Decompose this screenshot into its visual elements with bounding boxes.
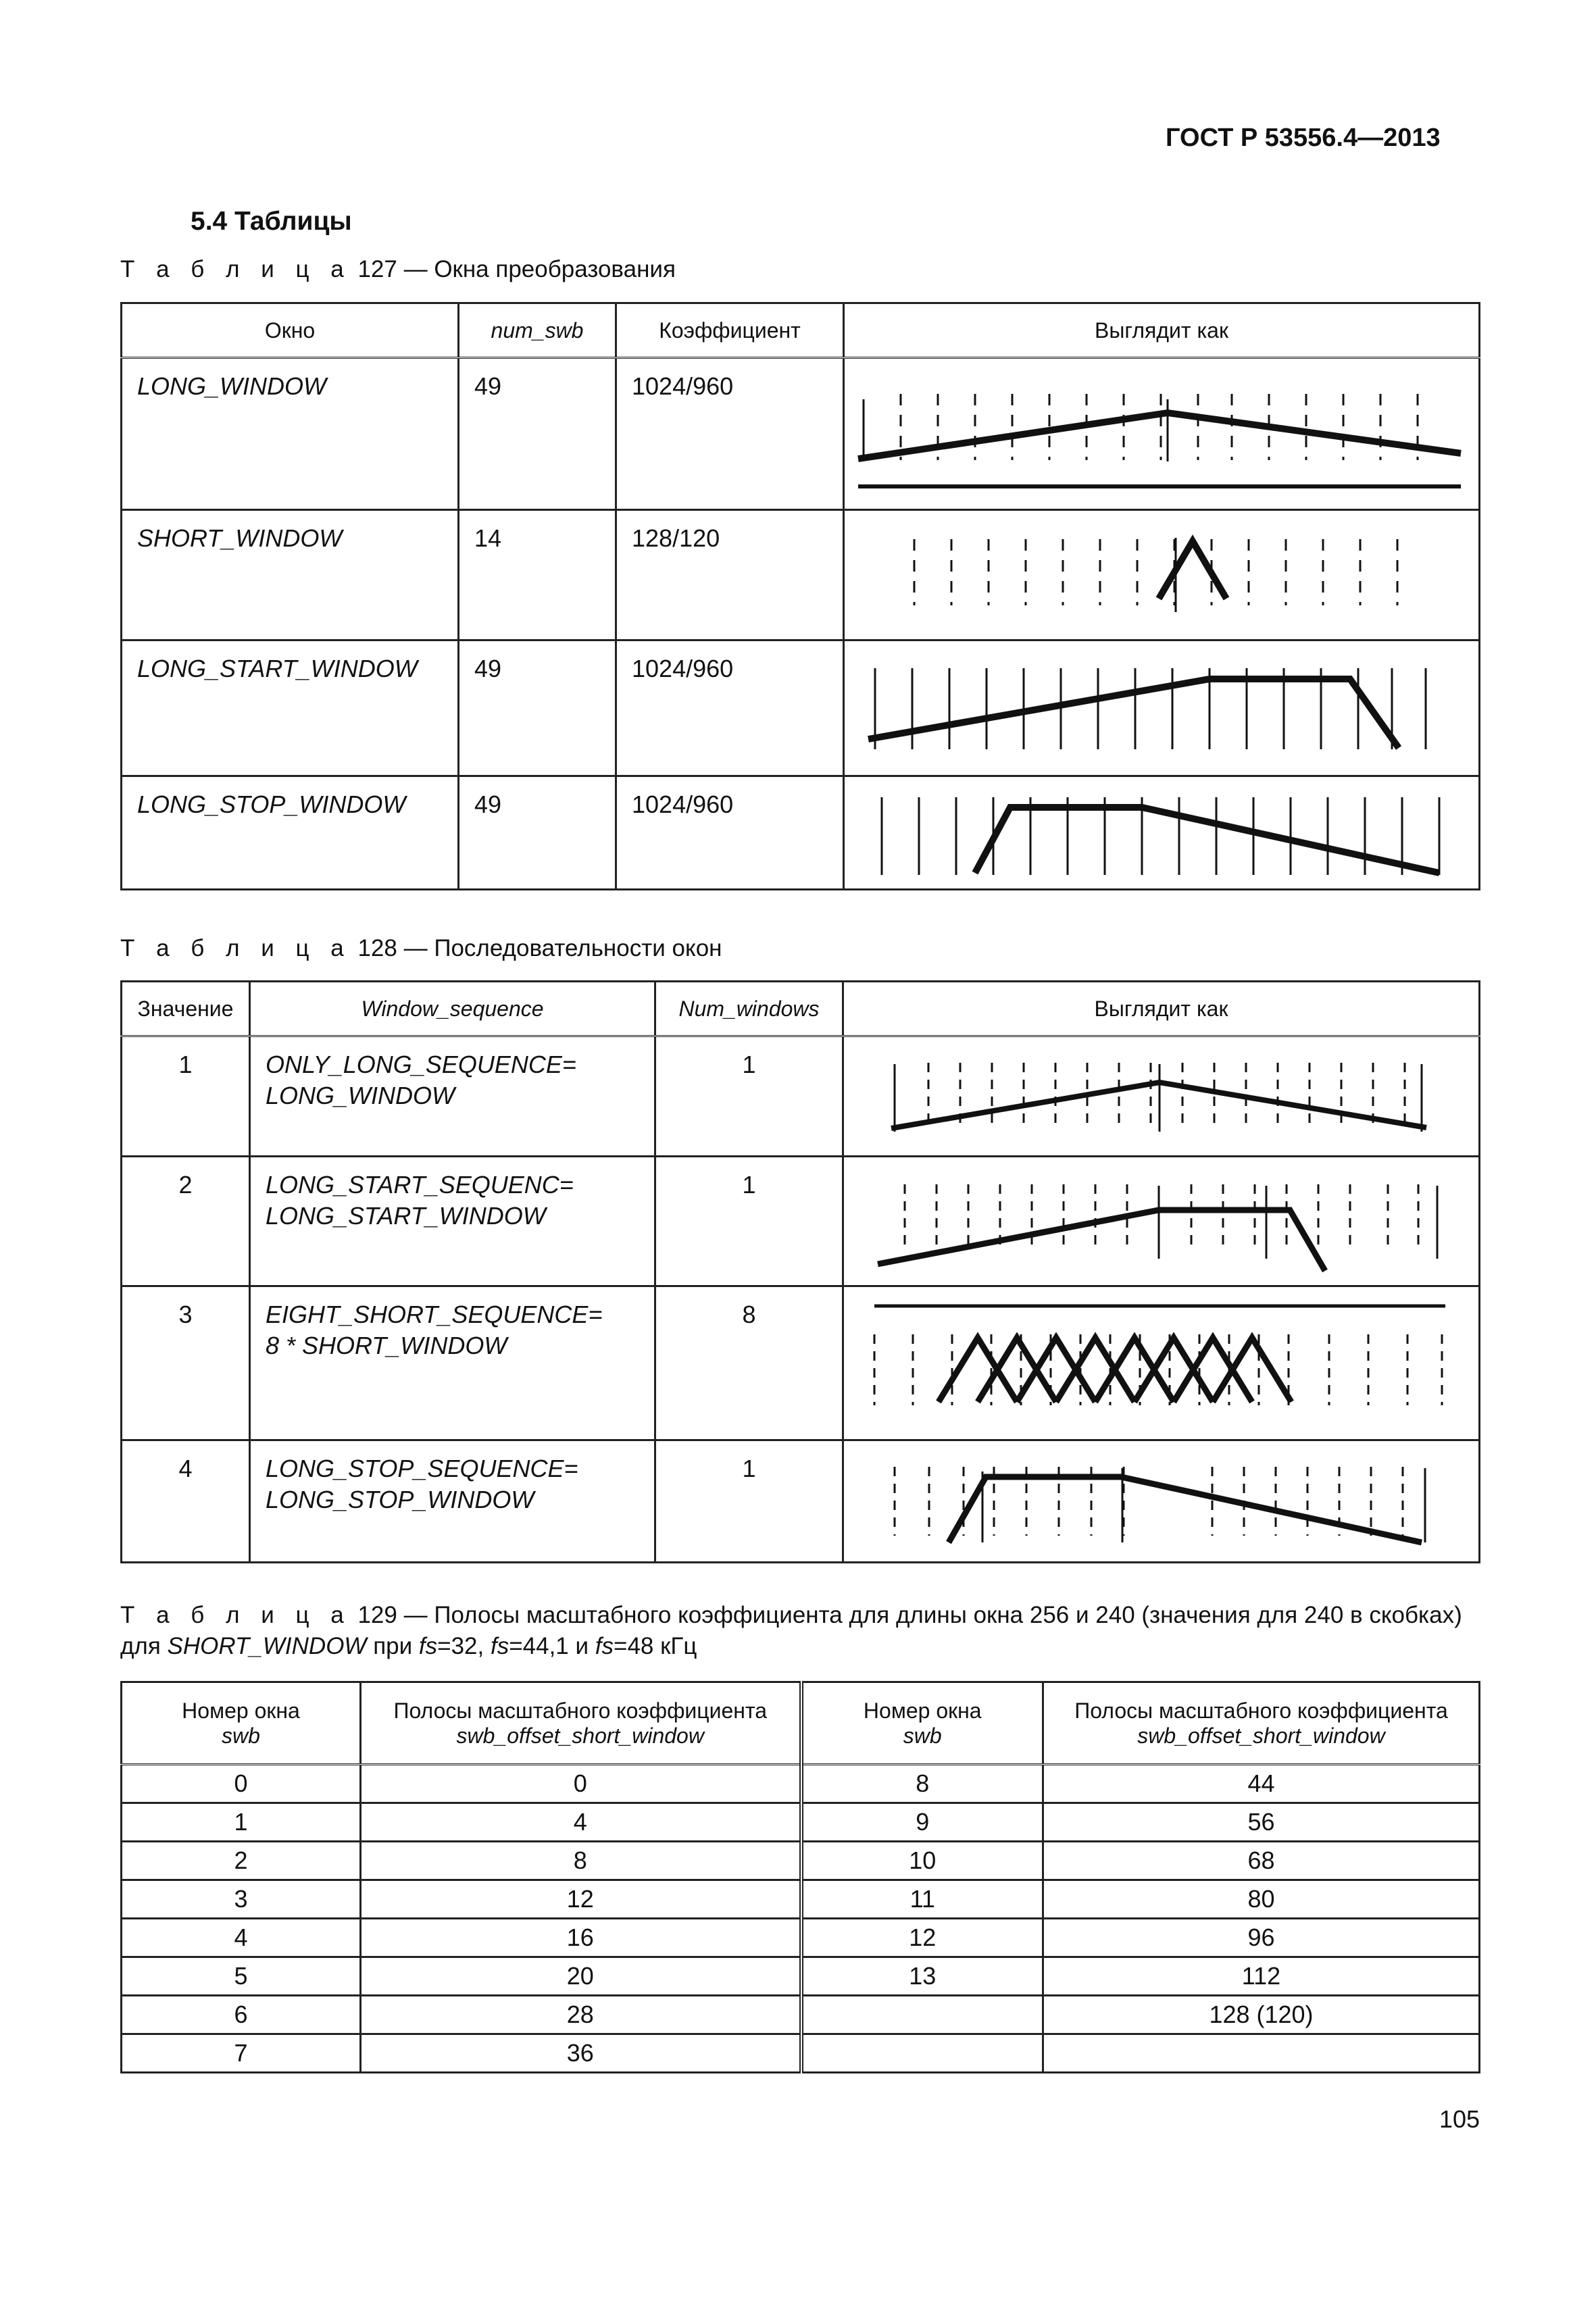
table-header-row	[122, 982, 1480, 1036]
sequence-value: 3	[178, 1301, 193, 1328]
header-num-swb: num_swb	[459, 303, 616, 358]
sequence-figure-cell	[843, 1286, 1480, 1440]
sequence-name-line1: ONLY_LONG_SEQUENCE=	[266, 1051, 576, 1078]
window-figure-cell	[844, 510, 1480, 640]
section-title: 5.4 Таблицы	[191, 207, 352, 236]
header-value: Значение	[122, 982, 250, 1036]
table-label: Т а б л и ц а	[120, 935, 351, 961]
num-windows: 8	[742, 1301, 756, 1328]
num-swb: 49	[474, 372, 502, 400]
table-cell: 0	[361, 1765, 801, 1803]
table-cell: 7	[122, 2034, 361, 2073]
table-cell: 12	[801, 1919, 1043, 1957]
table-cell	[801, 2034, 1043, 2073]
table-header-row	[122, 1682, 1480, 1765]
sequence-value: 1	[178, 1051, 193, 1078]
header-window-number	[122, 1682, 361, 1765]
num-swb: 49	[474, 790, 502, 818]
table-cell	[1043, 2034, 1480, 2073]
header-line2: swb	[222, 1723, 260, 1748]
window-name: SHORT_WINDOW	[137, 524, 343, 552]
num-swb: 49	[474, 655, 502, 682]
caption-text-part1: 129 — Полосы масштабного коэффициента для длины окна 256 и 240 (значения для 240 в скобках)	[357, 1602, 1462, 1628]
table-cell: 12	[361, 1880, 801, 1919]
long-stop-sequence-figure	[844, 1441, 1476, 1561]
table-127-caption	[120, 254, 676, 285]
header-window: Окно	[122, 303, 459, 358]
caption-fs: fs	[418, 1633, 438, 1659]
table-cell: 8	[801, 1765, 1043, 1803]
eight-short-sequence-figure	[844, 1287, 1476, 1439]
table-row	[122, 1440, 1480, 1563]
table-cell: 0	[122, 1765, 361, 1803]
caption-fs: fs	[595, 1633, 614, 1659]
caption-fs: fs	[490, 1633, 509, 1659]
header-scale-bands	[361, 1682, 801, 1765]
table-cell: 13	[801, 1957, 1043, 1996]
header-window-number	[801, 1682, 1043, 1765]
table-cell: 11	[801, 1880, 1043, 1919]
window-figure-cell	[844, 640, 1480, 776]
table-127	[120, 302, 1480, 890]
table-row	[122, 1880, 1480, 1919]
sequence-name-line1: LONG_STOP_SEQUENCE=	[266, 1455, 578, 1482]
caption-line1	[120, 1600, 1480, 1631]
caption-fs-value: =32,	[437, 1633, 484, 1659]
header-line1: Полосы масштабного коэффициента	[1074, 1698, 1448, 1723]
num-swb: 14	[474, 524, 502, 552]
table-cell: 5	[122, 1957, 361, 1996]
table-cell: 56	[1043, 1803, 1480, 1842]
num-windows: 1	[742, 1171, 756, 1199]
table-row	[122, 1957, 1480, 1996]
header-coefficient: Коэффициент	[616, 303, 844, 358]
table-row	[122, 1996, 1480, 2034]
header-line2: swb	[903, 1723, 942, 1748]
table-caption-text: 128 — Последовательности окон	[357, 935, 722, 961]
long-start-sequence-figure	[844, 1157, 1476, 1285]
header-line2: swb_offset_short_window	[1137, 1723, 1385, 1748]
table-cell: 4	[361, 1803, 801, 1842]
table-cell: 8	[361, 1842, 801, 1880]
table-cell: 3	[122, 1880, 361, 1919]
document-id: ГОСТ Р 53556.4—2013	[1166, 124, 1441, 152]
table-caption-text: 127 — Окна преобразования	[357, 256, 676, 282]
table-cell: 1	[122, 1803, 361, 1842]
table-row	[122, 776, 1480, 890]
header-line1: Полосы масштабного коэффициента	[393, 1698, 768, 1723]
window-name: LONG_STOP_WINDOW	[137, 790, 406, 818]
header-scale-bands	[1043, 1682, 1480, 1765]
table-cell: 4	[122, 1919, 361, 1957]
header-looks-like: Выглядит как	[844, 303, 1480, 358]
table-cell: 36	[361, 2034, 801, 2073]
table-row	[122, 1036, 1480, 1157]
table-header-row	[122, 303, 1480, 358]
window-name: LONG_START_WINDOW	[137, 655, 418, 682]
table-row	[122, 1157, 1480, 1286]
table-label: Т а б л и ц а	[120, 256, 351, 282]
table-row	[122, 358, 1480, 510]
table-row	[122, 1286, 1480, 1440]
caption-window-name: SHORT_WINDOW	[167, 1633, 367, 1659]
sequence-figure-cell	[843, 1157, 1480, 1286]
table-cell: 2	[122, 1842, 361, 1880]
table-128	[120, 980, 1480, 1563]
table-cell: 44	[1043, 1765, 1480, 1803]
window-figure-cell	[844, 358, 1480, 510]
sequence-name-line2: LONG_START_WINDOW	[266, 1202, 546, 1230]
table-cell: 16	[361, 1919, 801, 1957]
table-cell: 68	[1043, 1842, 1480, 1880]
only-long-sequence-figure	[844, 1037, 1476, 1155]
table-cell: 9	[801, 1803, 1043, 1842]
caption-fs-value: =44,1 и	[509, 1633, 589, 1659]
table-cell: 96	[1043, 1919, 1480, 1957]
header-looks-like: Выглядит как	[843, 982, 1480, 1036]
num-windows: 1	[742, 1051, 756, 1078]
page-number: 105	[1439, 2105, 1480, 2133]
long-stop-window-figure	[845, 777, 1476, 888]
header-num-windows: Num_windows	[655, 982, 843, 1036]
sequence-name-line2: LONG_STOP_WINDOW	[266, 1486, 534, 1513]
table-row	[122, 510, 1480, 640]
table-129	[120, 1681, 1480, 2073]
table-row	[122, 1842, 1480, 1880]
coefficient: 1024/960	[632, 790, 734, 818]
sequence-name-line1: LONG_START_SEQUENC=	[266, 1171, 574, 1199]
num-windows: 1	[742, 1455, 756, 1482]
table-row	[122, 1765, 1480, 1803]
table-128-caption	[120, 933, 722, 964]
coefficient: 128/120	[632, 524, 720, 552]
long-window-figure	[845, 359, 1476, 509]
table-row	[122, 1919, 1480, 1957]
long-start-window-figure	[845, 641, 1476, 775]
table-cell: 112	[1043, 1957, 1480, 1996]
caption-fs-value: =48 кГц	[614, 1633, 697, 1659]
header-window-sequence: Window_sequence	[250, 982, 655, 1036]
table-row	[122, 2034, 1480, 2073]
caption-mid: при	[373, 1633, 413, 1659]
table-label: Т а б л и ц а	[120, 1602, 351, 1628]
table-cell: 28	[361, 1996, 801, 2034]
table-row	[122, 640, 1480, 776]
table-row	[122, 1803, 1480, 1842]
header-line1: Номер окна	[182, 1698, 300, 1723]
table-cell	[801, 1996, 1043, 2034]
table-cell: 128 (120)	[1043, 1996, 1480, 2034]
sequence-name-line1: EIGHT_SHORT_SEQUENCE=	[266, 1301, 603, 1328]
header-line1: Номер окна	[863, 1698, 982, 1723]
sequence-value: 4	[178, 1455, 193, 1482]
table-cell: 6	[122, 1996, 361, 2034]
table-129-caption	[120, 1600, 1480, 1662]
sequence-figure-cell	[843, 1440, 1480, 1563]
sequence-name-line2: 8 * SHORT_WINDOW	[266, 1332, 507, 1359]
window-name: LONG_WINDOW	[137, 372, 327, 400]
coefficient: 1024/960	[632, 372, 734, 400]
header-line2: swb_offset_short_window	[456, 1723, 704, 1748]
table-cell: 20	[361, 1957, 801, 1996]
caption-line2	[120, 1631, 1480, 1662]
sequence-name-line2: LONG_WINDOW	[266, 1082, 455, 1109]
table-cell: 80	[1043, 1880, 1480, 1919]
coefficient: 1024/960	[632, 655, 734, 682]
sequence-value: 2	[178, 1171, 193, 1199]
window-figure-cell	[844, 776, 1480, 890]
sequence-figure-cell	[843, 1036, 1480, 1157]
short-window-figure	[845, 511, 1476, 639]
caption-prefix: для	[120, 1633, 161, 1659]
table-cell: 10	[801, 1842, 1043, 1880]
